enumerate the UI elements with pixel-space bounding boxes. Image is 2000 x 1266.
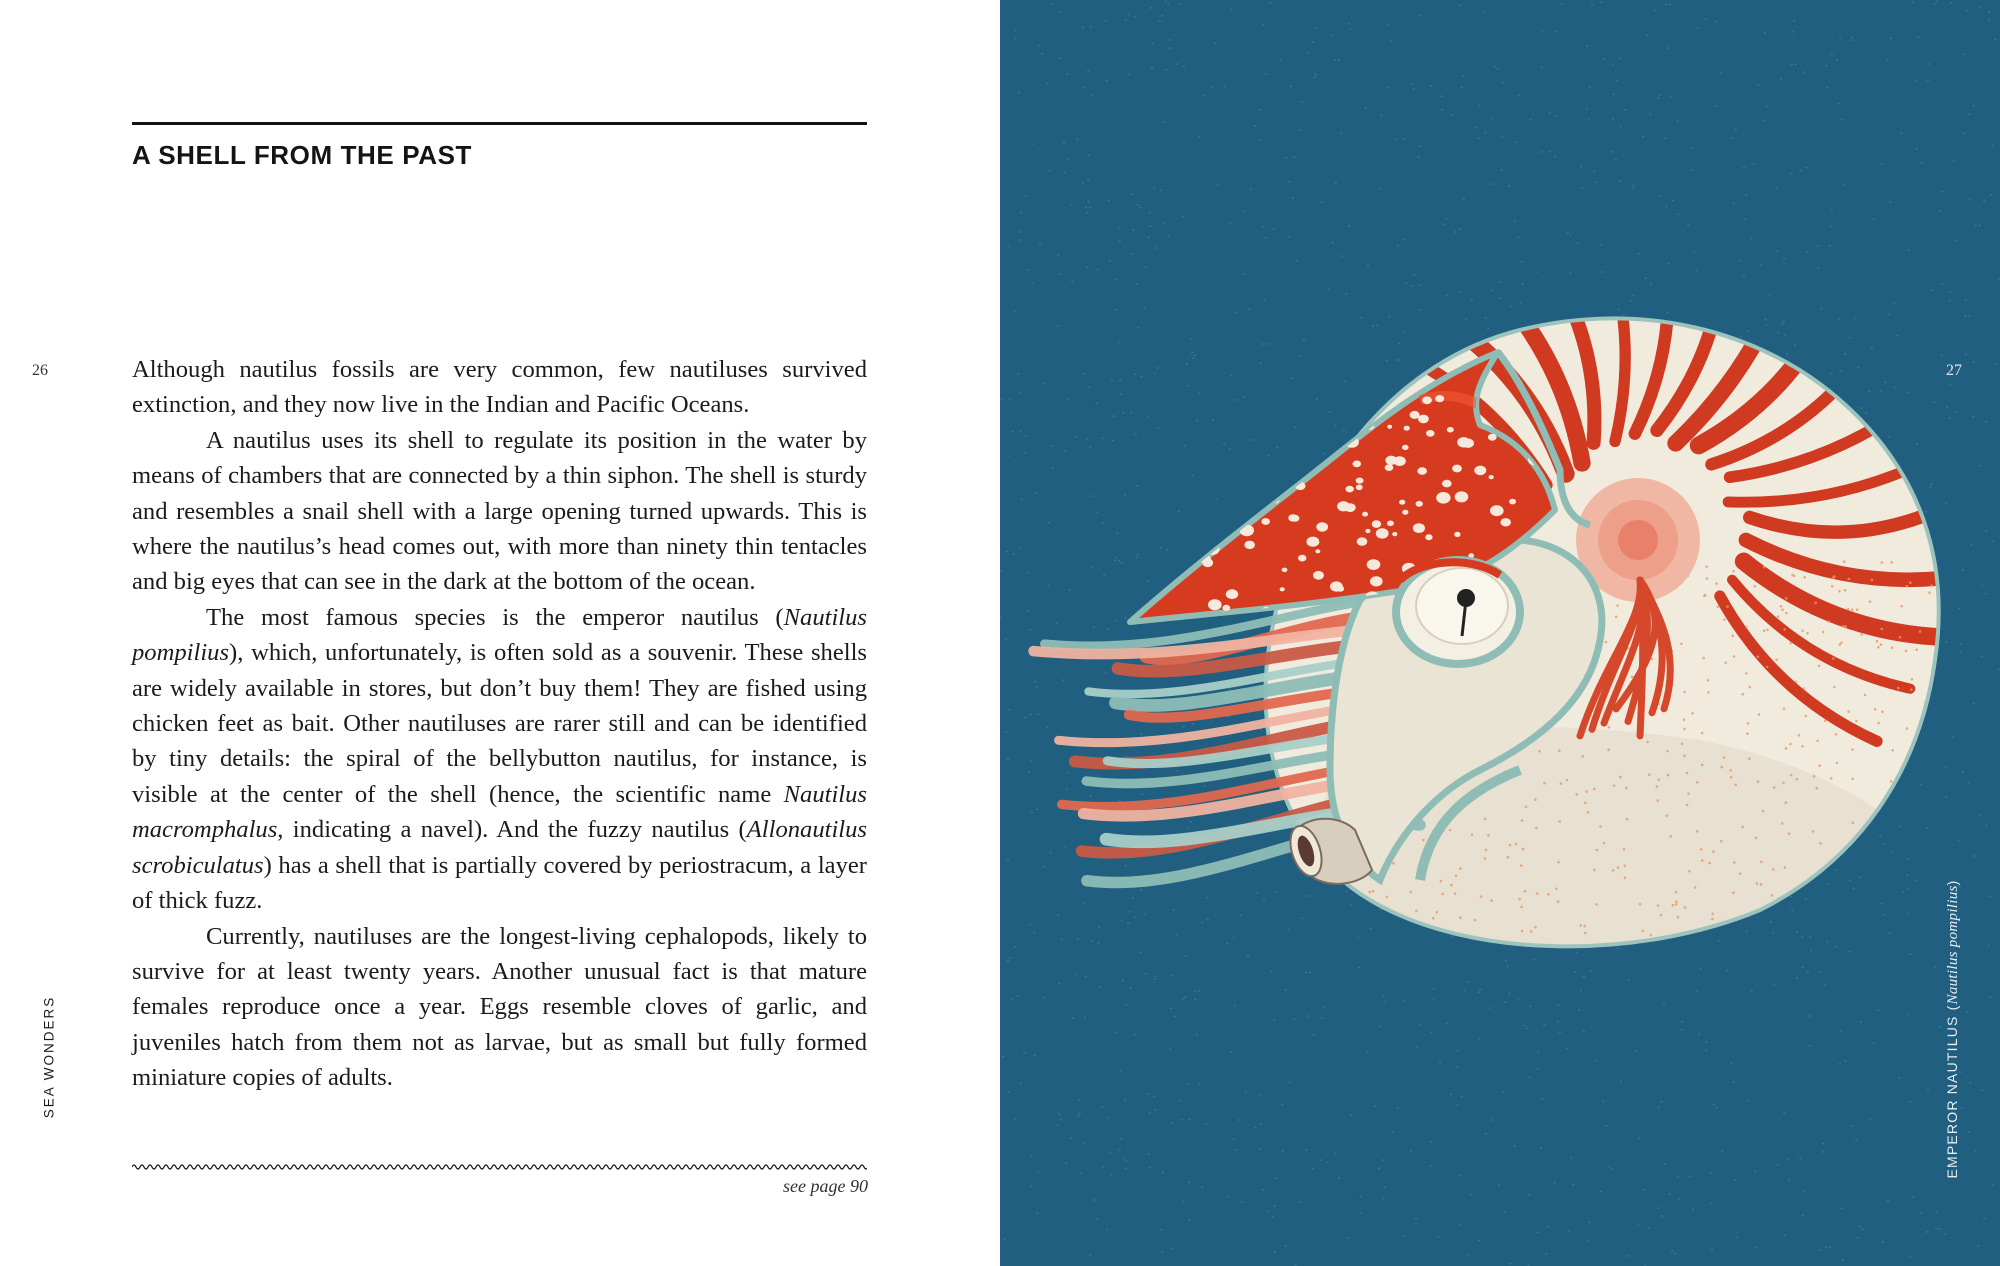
article-body bbox=[132, 352, 867, 1096]
p3-text-a: The most famous species is the emperor nautilus ( bbox=[206, 603, 784, 631]
scientific-name-emperor: Nautilus pompilius bbox=[132, 603, 867, 667]
p3-text-b: ), which, unfortunately, is often sold as a souvenir. These shells are widely available in stores, but don’t buy them! They are fished using chicken feet as bait. Other nautiluses are rarer still and can be identified by tiny details: the spiral of the bellybutton nautilus, for instance, is visible at the center of the shell (hence, the scientific name bbox=[132, 639, 867, 808]
nautilus-illustration bbox=[1000, 0, 2000, 1266]
scientific-name-fuzzy: Allonautilus scrobiculatus bbox=[132, 816, 867, 879]
p3-text-d: ) has a shell that is partially covered by periostracum, a layer of thick fuzz. bbox=[132, 851, 867, 915]
wavy-divider bbox=[132, 1161, 867, 1173]
nautilus-eye bbox=[1396, 560, 1520, 664]
paragraph-3 bbox=[132, 600, 867, 919]
paragraph-1: Although nautilus fossils are very common, few nautiluses survived extinction, and they now live in the Indian and Pacific Oceans. bbox=[132, 356, 867, 419]
caption-common-name: EMPEROR NAUTILUS ( bbox=[1944, 1004, 1960, 1179]
paragraph-4: Currently, nautiluses are the longest-living cephalopods, likely to survive for at least twenty years. Another unusual fact is that mature females reproduce once a year. Eggs resemble cloves of garlic, and juveniles hatch from them not as larvae, but as small but fully formed miniature copies of adults. bbox=[132, 922, 867, 1092]
page-number-left: 26 bbox=[32, 362, 48, 379]
cross-reference: see page 90 bbox=[783, 1176, 868, 1196]
scientific-name-bellybutton: Nautilus macromphalus bbox=[132, 780, 867, 844]
title-rule bbox=[132, 122, 867, 125]
caption-scientific-name: Nautilus pompilius bbox=[1945, 885, 1961, 1005]
caption-close: ) bbox=[1944, 879, 1960, 886]
page-title: A SHELL FROM THE PAST bbox=[132, 140, 473, 170]
running-head: SEA WONDERS bbox=[41, 995, 57, 1119]
paragraph-2: A nautilus uses its shell to regulate its position in the water by means of chambers that are connected by a thin siphon. The shell is sturdy and resembles a snail shell with a large opening turned upwards. This is where the nautilus’s head comes out, with more than ninety thin tentacles and big eyes that can see in the dark at the bottom of the ocean. bbox=[132, 426, 867, 596]
p3-text-c: , indicating a navel). And the fuzzy nautilus ( bbox=[277, 816, 747, 844]
page-number-right: 27 bbox=[1946, 362, 1962, 379]
illustration-caption bbox=[1944, 879, 1962, 1178]
